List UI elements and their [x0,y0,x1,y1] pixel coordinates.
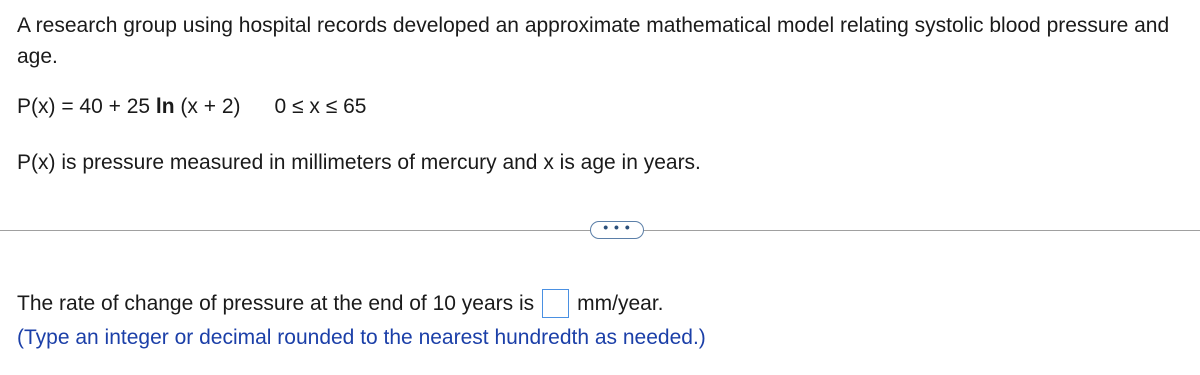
question-text-before: The rate of change of pressure at the end of 10 years is [17,291,535,315]
formula-suffix: (x + 2) [174,95,241,118]
formula-domain: 0 ≤ x ≤ 65 [274,95,367,118]
problem-intro: A research group using hospital records developed an approximate mathematical model relating systolic blood pressure and age. [17,14,1170,68]
variable-definition: P(x) is pressure measured in millimeters of mercury and x is age in years. [17,151,701,174]
answer-input[interactable] [542,289,569,318]
expand-more-button[interactable] [590,221,644,239]
ellipsis-icon: • • • [603,219,631,235]
formula-ln: ln [155,95,175,118]
question-prompt [17,289,664,318]
formula-prefix: P(x) = 40 + 25 [17,95,156,118]
question-text-after: mm/year. [577,291,664,315]
formula-row [17,93,366,121]
answer-format-hint: (Type an integer or decimal rounded to the nearest hundredth as needed.) [17,326,706,349]
